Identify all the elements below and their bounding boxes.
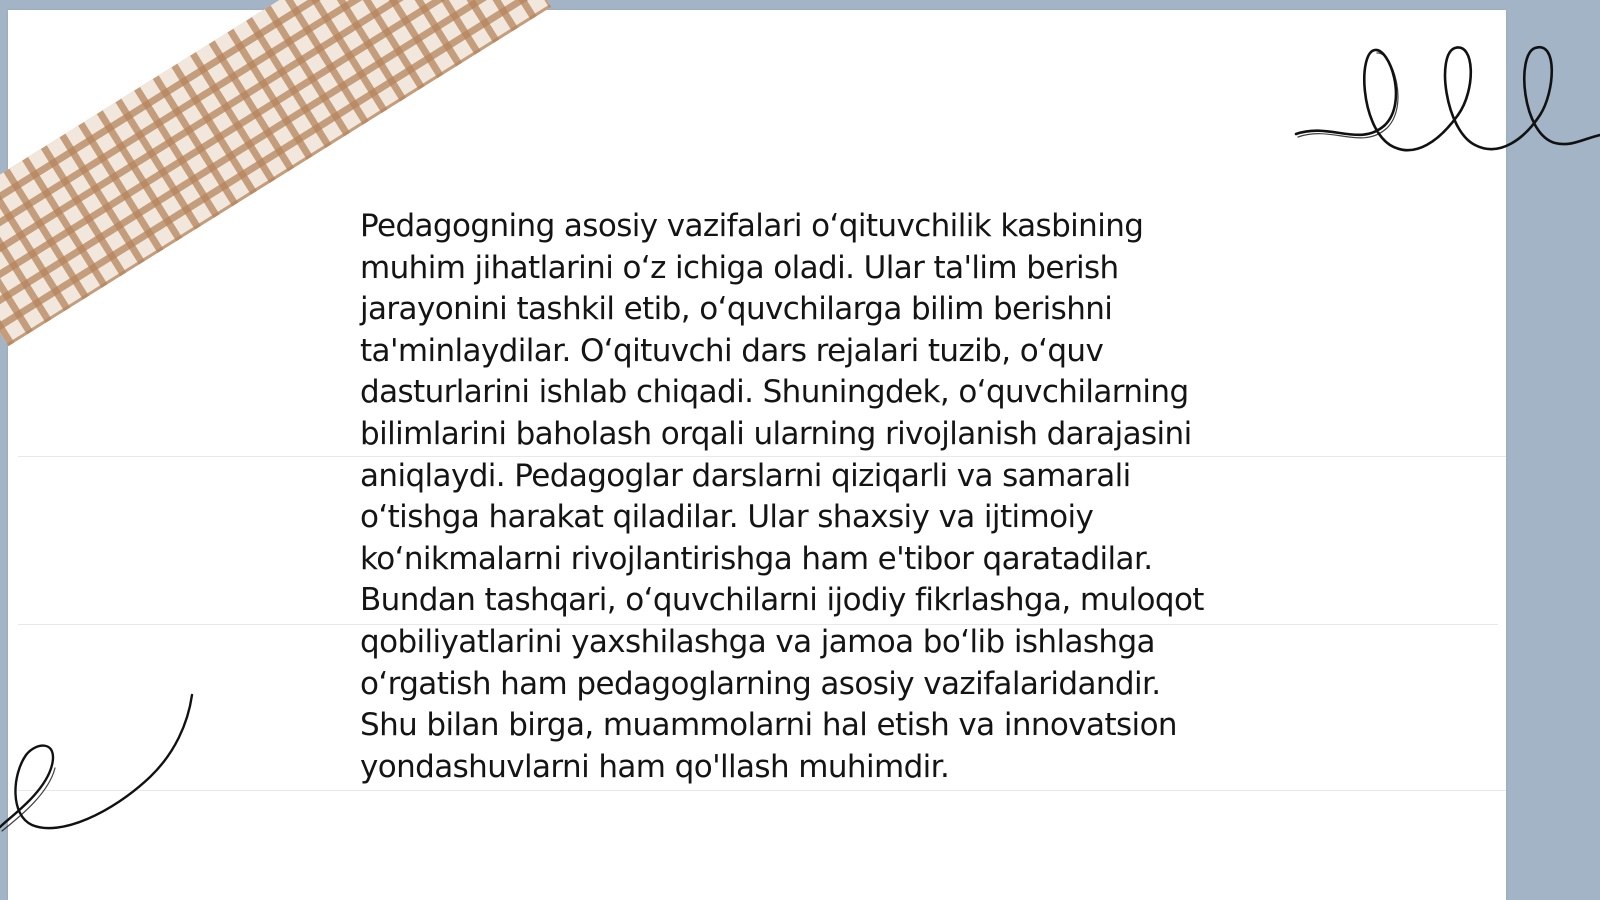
loop-squiggle-top-right [1290,30,1600,160]
ruled-line [18,790,1506,791]
loop-squiggle-bottom-left [0,695,200,855]
body-paragraph: Pedagogning asosiy vazifalari oʻqituvchilik kasbining muhim jihatlarini oʻz ichiga oladi. Ular ta'lim berish jarayonini tashkil etib, oʻquvchilarga bilim berishni ta'minlaydilar. Oʻqituvchi dars rejalari tuzib, oʻquv dasturlarini ishlab chiqadi. Shuningdek, oʻquvchilarning bilimlarini baholash orqali ularning rivojlanish darajasini aniqlaydi. Pedagoglar darslarni qiziqarli va samarali oʻtishga harakat qiladilar. Ular shaxsiy va ijtimoiy koʻnikmalarni rivojlantirishga ham e'tibor qaratadilar. Bundan tashqari, oʻquvchilarni ijodiy fikrlashga, muloqot qobiliyatlarini yaxshilashga va jamoa boʻlib ishlashga oʻrgatish ham pedagoglarning asosiy vazifalaridandir. Shu bilan birga, muammolarni hal etish va innovatsion yondashuvlarni ham qo'llash muhimdir. [360,208,1204,785]
